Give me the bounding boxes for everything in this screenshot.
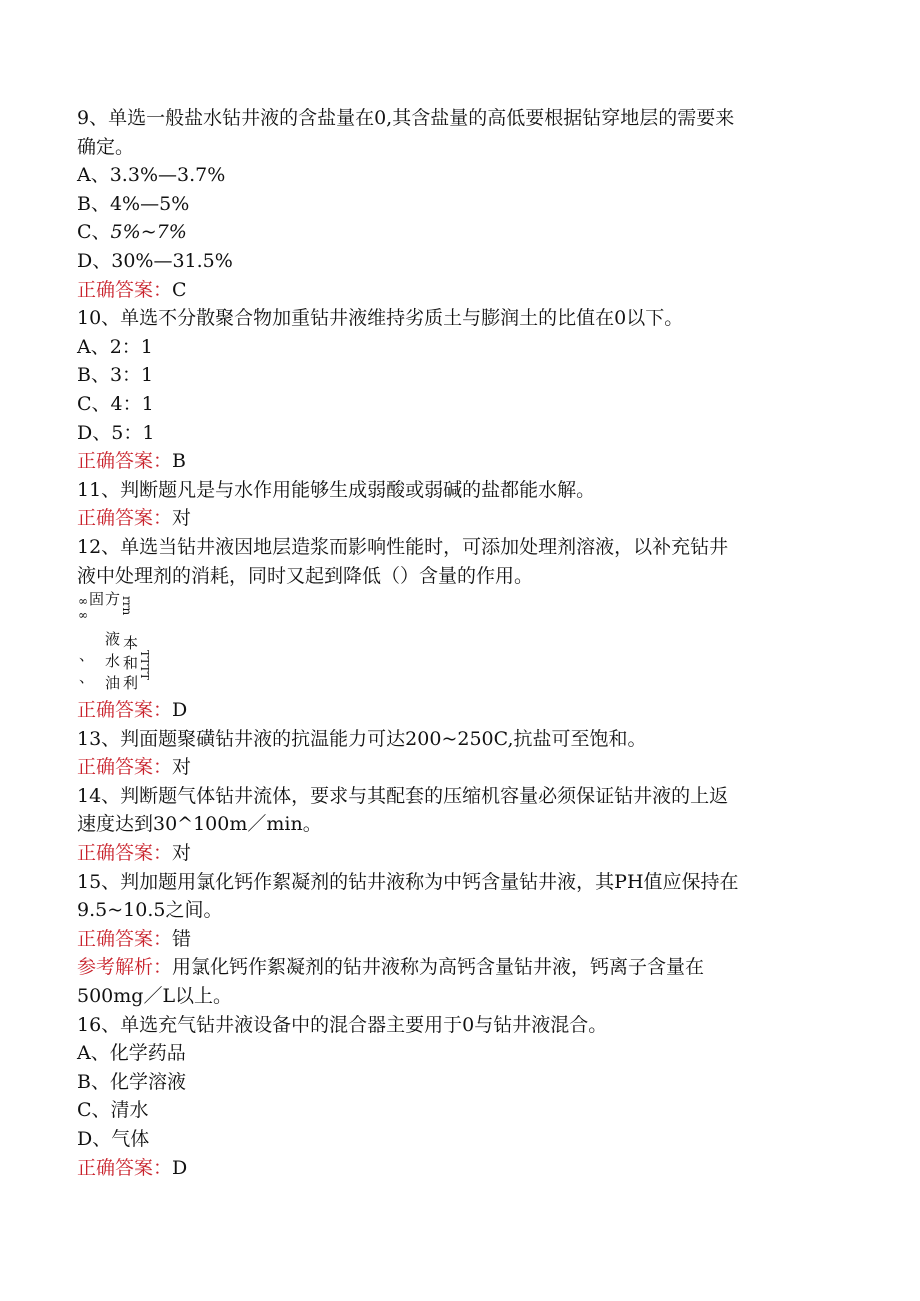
option-c-text: 5%~7% xyxy=(110,221,187,244)
garbled-fragment: 方 xyxy=(105,590,121,609)
answer-value: 对 xyxy=(172,842,192,865)
analysis-text-cont: 500mg／L以上。 xyxy=(77,985,233,1008)
answer-line xyxy=(77,753,847,782)
answer-label: 正确答案： xyxy=(77,450,173,473)
garbled-fragment: 油 xyxy=(105,674,121,693)
question-list xyxy=(77,104,847,1182)
question-10 xyxy=(77,304,847,476)
question-stem-cont: 确定。 xyxy=(77,135,135,158)
garbled-fragment: 、 xyxy=(79,668,95,687)
answer-value: D xyxy=(172,1156,188,1179)
answer-label: 正确答案： xyxy=(77,756,173,779)
answer-line xyxy=(77,1154,847,1183)
answer-line xyxy=(77,839,847,868)
analysis-text: 用氯化钙作絮凝剂的钻井液称为高钙含量钻井液，钙离子含量在 xyxy=(172,956,705,979)
question-stem: 11、判断题凡是与水作用能够生成弱酸或弱碱的盐都能水解。 xyxy=(77,478,596,501)
option-c xyxy=(77,218,847,247)
answer-label: 正确答案： xyxy=(77,699,173,722)
question-stem: 16、单选充气钻井液设备中的混合器主要用于0与钻井液混合。 xyxy=(77,1013,608,1036)
answer-line xyxy=(77,447,847,476)
garbled-fragment: 液 xyxy=(105,630,121,649)
answer-label: 正确答案： xyxy=(77,1156,173,1179)
answer-label: 正确答案： xyxy=(77,278,173,301)
answer-value: 对 xyxy=(172,756,192,779)
option-a: A、2：1 xyxy=(77,335,153,358)
analysis-label: 参考解析： xyxy=(77,956,173,979)
question-13 xyxy=(77,725,847,782)
answer-value: B xyxy=(172,450,186,473)
garbled-fragment: 水 xyxy=(105,652,121,671)
answer-line xyxy=(77,276,847,305)
garbled-fragment: TTTT xyxy=(138,650,151,681)
question-stem: 9、单选一般盐水钻井液的含盐量在0,其含盐量的高低要根据钻穿地层的需要来 xyxy=(77,107,735,129)
option-b: B、3：1 xyxy=(77,364,154,387)
option-c: C、清水 xyxy=(77,1099,149,1122)
question-9 xyxy=(77,104,847,304)
answer-line xyxy=(77,696,847,725)
option-c-prefix: C、 xyxy=(77,221,111,244)
analysis-line xyxy=(77,953,847,982)
option-a: A、3.3%—3.7% xyxy=(77,164,226,187)
garbled-fragment: 固 xyxy=(89,590,105,609)
option-d: D、气体 xyxy=(77,1128,150,1150)
question-15 xyxy=(77,868,847,1011)
answer-value: C xyxy=(172,278,187,301)
garbled-fragment: 利 xyxy=(123,674,139,693)
question-stem: 12、单选当钻井液因地层造浆而影响性能时，可添加处理剂溶液，以补充钻井 xyxy=(77,535,729,558)
answer-line xyxy=(77,925,847,954)
question-stem: 15、判加题用氯化钙作絮凝剂的钻井液称为中钙含量钻井液，其PH值应保持在 xyxy=(77,870,739,893)
answer-value: 对 xyxy=(172,507,192,530)
question-14 xyxy=(77,782,847,868)
option-d: D、30%—31.5% xyxy=(77,249,233,272)
question-stem-cont: 9.5~10.5之间。 xyxy=(77,899,223,922)
answer-label: 正确答案： xyxy=(77,842,173,865)
garbled-options-block xyxy=(77,590,197,696)
garbled-fragment: 、 xyxy=(79,646,95,665)
answer-label: 正确答案： xyxy=(77,507,173,530)
option-c: C、4：1 xyxy=(77,392,154,415)
question-16 xyxy=(77,1011,847,1183)
question-stem: 14、判断题气体钻井流体，要求与其配套的压缩机容量必须保证钻井液的上返 xyxy=(77,784,729,807)
answer-value: 错 xyxy=(172,927,192,950)
garbled-fragment: 和 xyxy=(123,654,139,673)
answer-value: D xyxy=(172,699,188,722)
option-b: B、化学溶液 xyxy=(77,1070,186,1093)
option-a: A、化学药品 xyxy=(77,1042,186,1065)
option-b: B、4%—5% xyxy=(77,192,190,215)
question-stem: 10、单选不分散聚合物加重钻井液维持劣质土与膨润土的比值在0以下。 xyxy=(77,307,684,330)
garbled-fragment: rrn xyxy=(120,596,134,616)
option-d: D、5：1 xyxy=(77,421,155,444)
question-stem: 13、判面题聚磺钻井液的抗温能力可达200~250C,抗盐可至饱和。 xyxy=(77,727,647,750)
question-11 xyxy=(77,476,847,533)
garbled-fragment: 本 xyxy=(123,634,139,653)
question-stem-cont: 液中处理剂的消耗，同时又起到降低（）含量的作用。 xyxy=(77,564,534,587)
garbled-fragment: ∞∞ xyxy=(76,594,90,623)
question-12 xyxy=(77,533,847,725)
answer-line xyxy=(77,504,847,533)
question-stem-cont: 速度达到30^100m／min。 xyxy=(77,813,322,836)
answer-label: 正确答案： xyxy=(77,927,173,950)
